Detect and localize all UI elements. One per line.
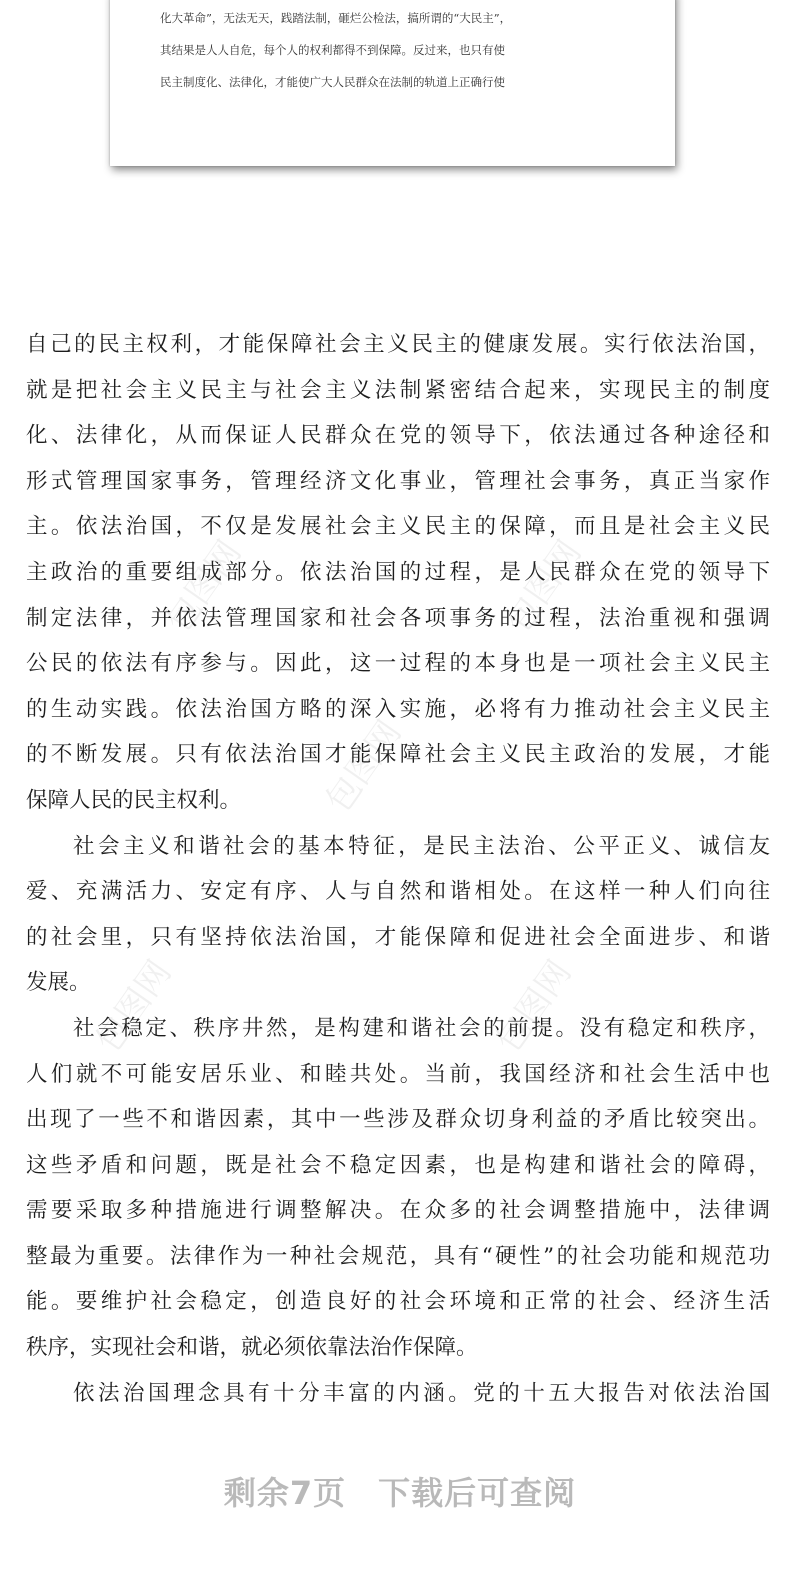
document-body [26,322,770,1416]
body-line: 社会稳定、秩序井然，是构建和谐社会的前提。没有稳定和秩序， [73,1015,770,1041]
body-line: 这些矛盾和问题，既是社会不稳定因素，也是构建和谐社会的障碍， [26,1152,770,1178]
document-preview-card [110,0,675,166]
body-line: 保障人民的民主权利。 [26,787,242,813]
body-line: 的生动实践。依法治国方略的深入实施，必将有力推动社会主义民主 [26,696,770,722]
remaining-pages-label: 剩余7页 [223,1474,347,1512]
download-to-view-label: 下载后可查阅 [378,1474,577,1512]
remaining-pages-notice[interactable] [0,1468,800,1514]
body-line: 社会主义和谐社会的基本特征，是民主法治、公平正义、诚信友 [73,833,770,859]
body-line: 公民的依法有序参与。因此，这一过程的本身也是一项社会主义民主 [26,651,770,677]
body-line: 秩序，实现社会和谐，就必须依靠法治作保障。 [26,1335,478,1361]
body-line: 依法治国理念具有十分丰富的内涵。党的十五大报告对依法治国 [73,1380,770,1406]
body-line: 就是把社会主义民主与社会主义法制紧密结合起来，实现民主的制度 [26,377,770,403]
body-line: 制定法律，并依法管理国家和社会各项事务的过程，法治重视和强调 [26,605,770,631]
body-line: 能。要维护社会稳定，创造良好的社会环境和正常的社会、经济生活 [26,1289,770,1315]
body-line: 人们就不可能安居乐业、和睦共处。当前，我国经济和社会生活中也 [26,1061,770,1087]
watermark: 包图网 [158,533,250,640]
body-line: 爱、充满活力、安定有序、人与自然和谐相处。在这样一种人们向往 [26,879,770,905]
body-line: 形式管理国家事务，管理经济文化事业，管理社会事务，真正当家作 [26,468,770,494]
preview-text [160,2,640,98]
body-line: 自己的民主权利，才能保障社会主义民主的健康发展。实行依法治国， [26,332,770,357]
preview-line: 民主制度化、法律化，才能使广大人民群众在法制的轨道上正确行使 [160,75,505,89]
body-line: 整最为重要。法律作为一种社会规范，具有“硬性”的社会功能和规范功 [26,1243,770,1269]
watermark: 包图网 [88,953,180,1060]
body-line: 的不断发展。只有依法治国才能保障社会主义民主政治的发展，才能 [26,742,770,768]
watermark: 包图网 [488,953,580,1060]
body-line: 化、法律化，从而保证人民群众在党的领导下，依法通过各种途径和 [26,423,770,449]
watermark: 包图网 [318,713,410,820]
body-line: 出现了一些不和谐因素，其中一些涉及群众切身利益的矛盾比较突出。 [26,1107,770,1133]
body-line: 的社会里，只有坚持依法治国，才能保障和促进社会全面进步、和谐 [26,924,770,950]
body-line: 需要采取多种措施进行调整解决。在众多的社会调整措施中，法律调 [26,1198,770,1224]
preview-line: 化大革命”，无法无天，践踏法制，砸烂公检法，搞所谓的“大民主”， [160,11,512,25]
body-line: 主。依法治国，不仅是发展社会主义民主的保障，而且是社会主义民 [26,514,770,540]
body-line: 主政治的重要组成部分。依法治国的过程，是人民群众在党的领导下 [26,559,770,585]
watermark: 包图网 [498,533,590,640]
body-line: 发展。 [26,970,91,996]
preview-line: 其结果是人人自危，每个人的权利都得不到保障。反过来，也只有使 [160,43,505,57]
